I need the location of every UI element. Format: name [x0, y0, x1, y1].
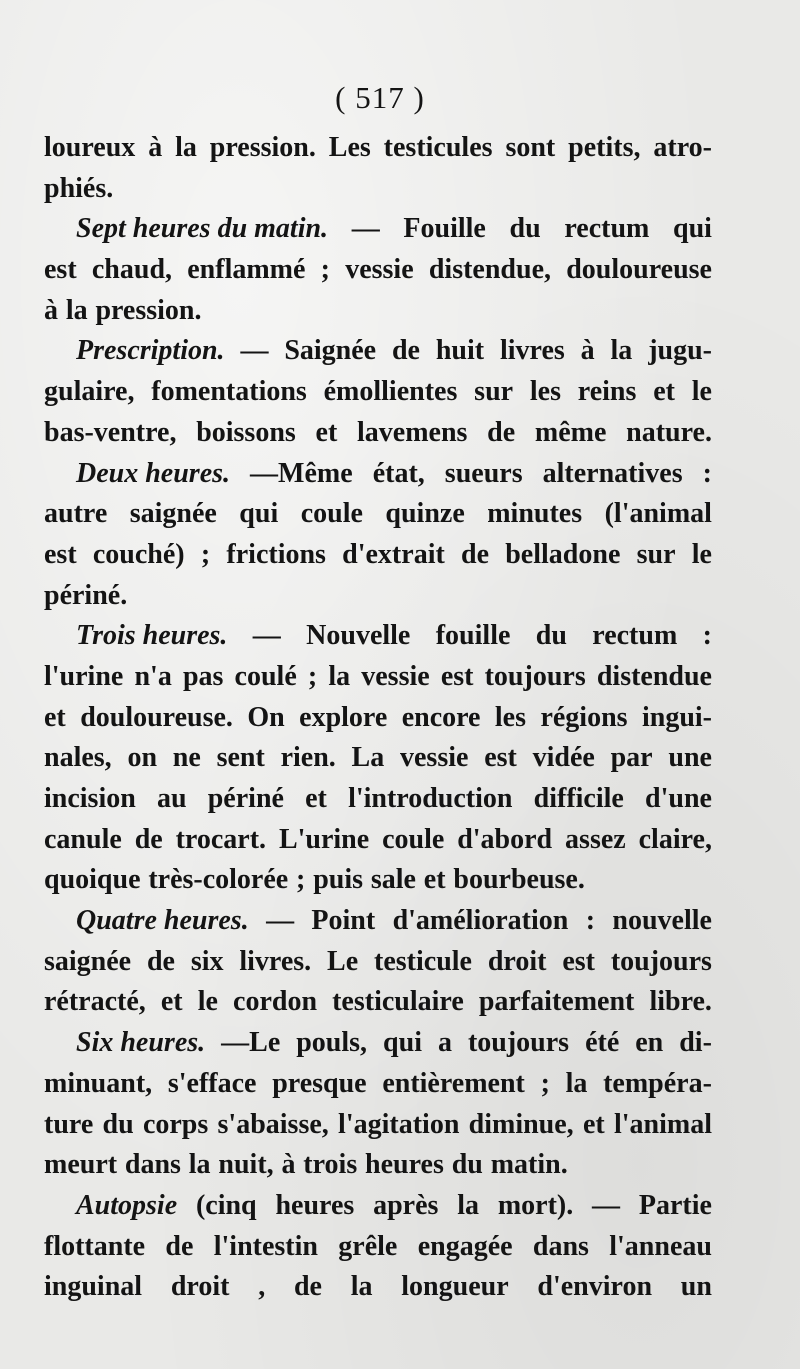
word: alternatives [542, 457, 683, 489]
word: la [65, 294, 88, 326]
word: loureux [44, 132, 136, 163]
text-line-2 [44, 169, 712, 210]
word: libre. [649, 986, 712, 1018]
word: du [102, 1108, 134, 1140]
text-line-20 [44, 901, 712, 942]
text-line-6 [44, 331, 712, 372]
text-line-18 [44, 820, 712, 861]
text-line-25 [44, 1105, 712, 1146]
word: L'urine [278, 823, 370, 855]
word: ; [296, 864, 306, 896]
word: jugu- [648, 335, 712, 367]
word: en [635, 1027, 664, 1059]
word: de [461, 538, 490, 570]
word: pression. [209, 132, 316, 163]
word: à [281, 1149, 296, 1181]
word: et [305, 783, 327, 814]
word: été [585, 1027, 620, 1059]
word: assez [565, 823, 626, 855]
word: ingui- [641, 701, 712, 733]
word: par [610, 742, 653, 774]
word: Nouvelle [306, 620, 411, 652]
text-line-22 [44, 982, 712, 1023]
word: à [148, 132, 163, 163]
word: La [351, 742, 385, 774]
word: distendue [596, 660, 712, 692]
word: lavemens [357, 416, 468, 448]
word: diminue, [468, 1108, 574, 1140]
word: longueur [401, 1271, 509, 1303]
word: grêle [338, 1230, 398, 1262]
text-line-16 [44, 738, 712, 779]
word: Fouille [403, 213, 486, 245]
section-heading-trois-heures: Trois heures. [76, 620, 228, 652]
word: on [127, 742, 158, 774]
page-number: ( 517 ) [335, 80, 425, 115]
word: la [328, 660, 351, 692]
text-line-10 [44, 494, 712, 535]
word: coule [382, 823, 445, 855]
word: minuant, [44, 1067, 153, 1099]
text-line-11 [44, 535, 712, 576]
word: chaud, [91, 254, 173, 286]
word: le [197, 986, 218, 1018]
word: frictions [226, 538, 326, 570]
word: vidée [532, 742, 595, 774]
section-heading-deux-heures: Deux heures. [76, 457, 231, 489]
word: l'introduction [348, 783, 513, 814]
word: du [451, 1149, 483, 1181]
text-line-23 [44, 1023, 712, 1064]
word: d'une [645, 783, 712, 814]
word: —Le [221, 1027, 281, 1059]
word: périné [207, 783, 284, 814]
word: couché) [92, 538, 185, 570]
word: — [252, 620, 281, 652]
text-line-28 [44, 1227, 712, 1268]
word: tempéra- [603, 1067, 712, 1099]
word: : [585, 905, 596, 937]
word: état, [372, 457, 425, 489]
word: fouille [435, 620, 511, 652]
word: toujours [467, 1027, 570, 1059]
text-line-4 [44, 250, 712, 291]
word: sont [505, 132, 556, 163]
word: le [691, 376, 712, 408]
word: droit [170, 1271, 230, 1303]
word: du [509, 213, 541, 245]
word: a [437, 1027, 452, 1059]
word: au [156, 783, 187, 814]
text-line-19 [44, 860, 712, 901]
word: bourbeuse. [453, 864, 585, 896]
word: , [258, 1271, 266, 1303]
word: matin. [490, 1149, 568, 1181]
word: meurt [44, 1149, 118, 1181]
word: sur [636, 538, 676, 570]
word: flottante [44, 1230, 146, 1262]
word: fomentations [151, 376, 307, 408]
word: l'anneau [609, 1230, 712, 1262]
text-line-3 [44, 209, 712, 250]
text-line-15 [44, 698, 712, 739]
word: Point [311, 905, 376, 937]
word: toujours [484, 660, 586, 692]
word: sent [216, 742, 265, 774]
word: saignée [44, 945, 132, 977]
word: ture [44, 1108, 94, 1140]
word: et [315, 416, 338, 448]
word: bas-ventre, [44, 416, 177, 448]
word: rectum [592, 620, 678, 652]
word: l'animal [613, 1108, 712, 1140]
section-heading-quatre-heures: Quatre heures. [76, 905, 249, 937]
word: le [691, 538, 712, 570]
word: — [240, 335, 269, 367]
word: ; [320, 254, 330, 286]
word: trois [303, 1149, 358, 1181]
word: ne [172, 742, 201, 774]
text-line-1 [44, 128, 712, 169]
word: incision [44, 783, 136, 814]
word: sale [370, 864, 416, 896]
word: n'a [134, 660, 172, 692]
section-heading-sept-heures: Sept heures du matin. [76, 213, 329, 245]
word: douloureuse. [80, 701, 233, 733]
word: canule [44, 823, 122, 855]
word: six [190, 945, 224, 977]
word: minutes [487, 498, 583, 530]
word: est [440, 660, 474, 692]
word: et [44, 701, 66, 733]
word: corps [142, 1108, 209, 1140]
word: vessie [361, 660, 430, 692]
word: nuit, [218, 1149, 274, 1181]
word: Partie [638, 1189, 712, 1221]
word: même [534, 416, 607, 448]
word: l'urine [44, 660, 124, 692]
word: trocart. [175, 823, 267, 855]
text-line-12 [44, 576, 712, 617]
word: atro- [653, 132, 712, 163]
word: boissons [196, 416, 296, 448]
word: rien. [280, 742, 336, 774]
text-line-5 [44, 291, 712, 332]
word: coulé [234, 660, 297, 692]
word: entièrement [382, 1067, 525, 1099]
word: cordon [233, 986, 318, 1018]
word: (l'animal [604, 498, 712, 530]
word: qui [673, 213, 712, 245]
word: livres. [239, 945, 312, 977]
text-line-27 [44, 1186, 712, 1227]
word: huit [435, 335, 485, 367]
word: et [582, 1108, 605, 1140]
text-line-26 [44, 1145, 712, 1186]
section-heading-prescription: Prescription. [76, 335, 225, 367]
word: est [484, 742, 517, 774]
word: dans [124, 1149, 181, 1181]
word: di- [679, 1027, 712, 1059]
text-line-9 [44, 454, 712, 495]
word: qui [239, 498, 279, 530]
text-line-24 [44, 1064, 712, 1105]
word: explore [299, 701, 388, 733]
word: à [580, 335, 595, 367]
word: d'amélioration [392, 905, 569, 937]
word: la [175, 132, 197, 163]
word: les [494, 701, 527, 733]
word: : [702, 620, 712, 652]
word: engagée [417, 1230, 513, 1262]
word: claire, [638, 823, 712, 855]
word: d'extrait [342, 538, 445, 570]
word: de [165, 1230, 194, 1262]
word: ; [307, 660, 318, 692]
word: (cinq [195, 1189, 257, 1221]
word: parfaitement [478, 986, 635, 1018]
word: d'abord [457, 823, 553, 855]
word: autre [44, 498, 108, 530]
word: dans [532, 1230, 589, 1262]
word: un [680, 1271, 712, 1303]
word: livres [499, 335, 565, 367]
word: la [565, 1067, 588, 1099]
word: : [702, 457, 712, 489]
text-line-8 [44, 413, 712, 454]
word: est [44, 254, 77, 286]
word: rectum [564, 213, 650, 245]
word: la [188, 1149, 211, 1181]
word: quoique [44, 864, 141, 896]
word: coule [300, 498, 363, 530]
word: de [134, 823, 163, 855]
word: la [457, 1189, 480, 1221]
word: du [535, 620, 567, 652]
word: de [391, 335, 420, 367]
word: gulaire, [44, 376, 135, 408]
word: presque [272, 1067, 367, 1099]
word: heures [365, 1149, 444, 1181]
word: puis [313, 864, 364, 896]
word: vessie [345, 254, 414, 286]
word: est [562, 945, 595, 977]
word: de [487, 416, 516, 448]
word: et [160, 986, 183, 1018]
word: — [351, 213, 380, 245]
word: la [610, 335, 633, 367]
word: les [529, 376, 561, 408]
word: et [423, 864, 446, 896]
word: régions [540, 701, 628, 733]
word: pression. [95, 294, 202, 326]
word: petits, [568, 132, 641, 163]
word: ; [200, 538, 211, 570]
word: ; [540, 1067, 550, 1099]
section-heading-autopsie: Autopsie [76, 1189, 178, 1221]
section-heading-six-heures: Six heures. [76, 1027, 206, 1059]
text-line-7 [44, 372, 712, 413]
word: droit [487, 945, 547, 977]
word: de [146, 945, 175, 977]
word: reins [577, 376, 637, 408]
word: On [247, 701, 285, 733]
word: inguinal [44, 1271, 143, 1303]
word: sueurs [444, 457, 523, 489]
word: testiculaire [332, 986, 464, 1018]
word: saignée [129, 498, 217, 530]
word: pouls, [296, 1027, 368, 1059]
word: une [668, 742, 712, 774]
word: encore [401, 701, 481, 733]
word: —Même [250, 457, 353, 489]
word: l'agitation [338, 1108, 460, 1140]
word: difficile [533, 783, 624, 814]
word: toujours [610, 945, 712, 977]
word: très-colorée [148, 864, 289, 896]
word: et [653, 376, 675, 408]
word: phiés. [44, 172, 114, 204]
word: émollientes [323, 376, 458, 408]
word: s'efface [167, 1067, 257, 1099]
word: — [266, 905, 295, 937]
word: Saignée [284, 335, 377, 367]
word: vessie [400, 742, 469, 774]
word: nature. [626, 416, 712, 448]
word: à [44, 294, 58, 326]
text-line-21 [44, 942, 712, 983]
word: après [373, 1189, 439, 1221]
word: mort). [497, 1189, 574, 1221]
word: de [293, 1271, 322, 1303]
word: qui [383, 1027, 422, 1059]
body-text [44, 128, 712, 1308]
word: pas [182, 660, 224, 692]
word: s'abaisse, [217, 1108, 329, 1140]
word: belladone [505, 538, 621, 570]
text-line-13 [44, 616, 712, 657]
word: heures [275, 1189, 355, 1221]
word: la [350, 1271, 373, 1303]
word: est [44, 538, 77, 570]
word: sur [474, 376, 514, 408]
word: nouvelle [612, 905, 712, 937]
word: douloureuse [566, 254, 712, 286]
word: Le [327, 945, 359, 977]
word: testicules [383, 132, 493, 163]
word: périné. [44, 579, 128, 611]
word: testicule [374, 945, 472, 977]
word: nales, [44, 742, 112, 774]
word: distendue, [428, 254, 552, 286]
word: Les [328, 132, 371, 163]
word: — [592, 1189, 621, 1221]
word: d'environ [537, 1271, 653, 1303]
word: quinze [385, 498, 465, 530]
text-line-29 [44, 1267, 712, 1308]
text-line-17 [44, 779, 712, 820]
word: rétracté, [44, 986, 146, 1018]
word: enflammé [187, 254, 306, 286]
word: l'intestin [213, 1230, 318, 1262]
text-line-14 [44, 657, 712, 698]
